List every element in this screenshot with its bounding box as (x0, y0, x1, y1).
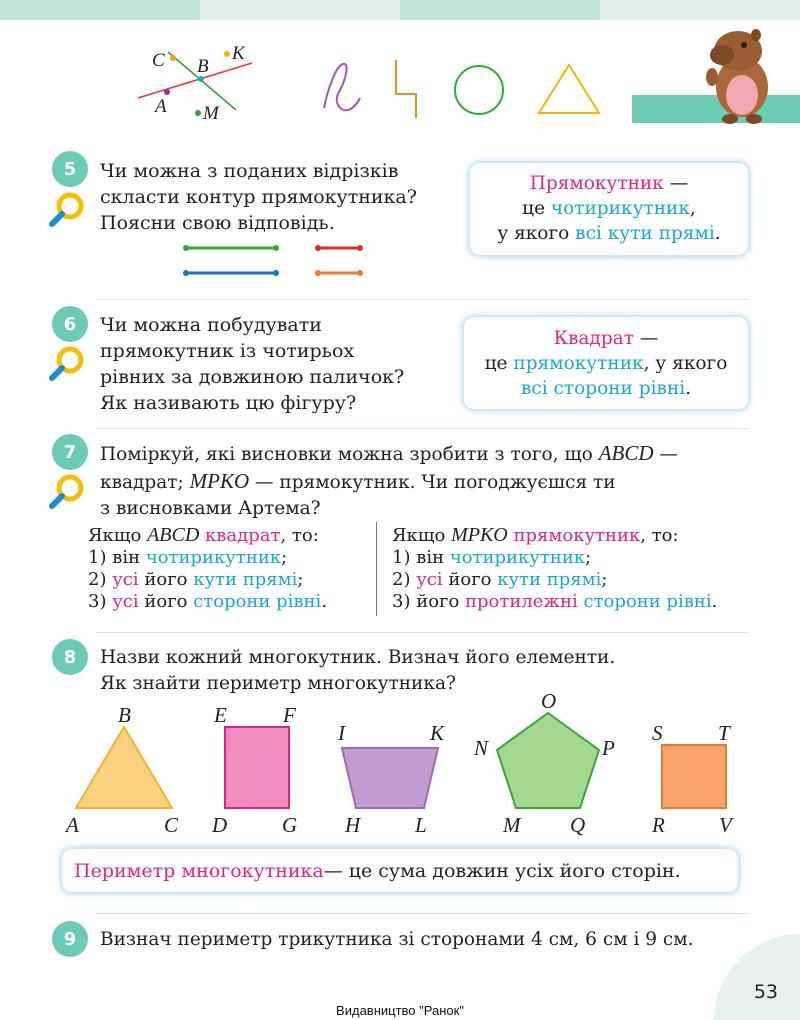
vertex-label: T (718, 721, 730, 745)
q7-left-column (88, 524, 327, 613)
perimeter-definition-text: — це сума довжин усіх його сторін. (323, 859, 681, 882)
col-cyan: чотирикутник (145, 547, 282, 568)
vertex-label: D (212, 813, 228, 837)
vertex-label: N (474, 736, 489, 760)
q6-line-4: Як називають цю фігуру? (100, 392, 357, 414)
def-highlight: прямокутник (513, 353, 644, 374)
vertex-label: M (503, 813, 521, 837)
perimeter-definition-box (62, 849, 738, 892)
q7-text: Поміркуй, які висновки можна зробити з того, що (100, 444, 599, 465)
rectangle-efgd (225, 727, 289, 808)
q7-text: з висновками Артема? (100, 498, 321, 519)
magnifier-icon (48, 344, 88, 384)
col-text: , то: (280, 525, 319, 546)
question-6-number: 6 (52, 306, 88, 342)
col-pink: квадрат (205, 525, 281, 546)
vertex-label: S (652, 721, 663, 745)
publisher-label: Видавництво "Ранок" (336, 1003, 464, 1018)
vertex-label: B (118, 703, 131, 727)
vertex-label: I (338, 721, 345, 745)
vertex-label: R (652, 813, 665, 837)
vertex-label: L (415, 813, 427, 837)
broken-line-shape (390, 58, 430, 120)
col-text: 2) (88, 569, 113, 590)
curve-shape (318, 58, 368, 118)
q6-line-3: рівних за довжиною паличок? (100, 366, 405, 388)
vertex-label: E (214, 703, 227, 727)
col-text: 1) він (88, 547, 146, 568)
section-divider (96, 913, 748, 914)
vertex-label: G (282, 813, 298, 837)
col-text: Якщо (392, 525, 452, 546)
point-label-k: K (232, 43, 245, 64)
col-text: ; (601, 569, 608, 590)
vertex-label: O (541, 689, 557, 713)
col-pink: протилежні (465, 591, 578, 612)
q5-segments (180, 238, 370, 284)
triangle-abc (76, 727, 172, 808)
col-text: його (138, 591, 194, 612)
q7-text: квадрат; (100, 472, 190, 493)
page-number: 53 (753, 981, 778, 1003)
q5-line-2: скласти контур прямокутника? (100, 186, 417, 208)
circle-shape (452, 63, 506, 117)
vertex-label: P (602, 736, 615, 760)
col-text: його (138, 569, 194, 590)
def-text: у якого (497, 223, 576, 244)
col-pink: усі (112, 591, 139, 612)
col-mpko: MPKO (451, 524, 508, 546)
vertex-label: F (283, 703, 296, 727)
col-text: 3) (88, 591, 113, 612)
question-5-text (100, 158, 417, 236)
vertex-label: Q (570, 813, 586, 837)
q7-text: — прямокутник. Чи погоджуєшся ти (249, 472, 616, 493)
def-term-rectangle: Прямокутник (529, 173, 664, 194)
column-separator (376, 522, 377, 616)
question-9-number: 9 (52, 921, 88, 957)
magnifier-icon (48, 472, 88, 512)
q5-line-3: Поясни свою відповідь. (100, 212, 335, 234)
col-text: 3) його (392, 591, 466, 612)
col-text: ; (297, 569, 304, 590)
q7-abcd: ABCD (598, 441, 654, 465)
capybara-mascot (700, 25, 782, 125)
col-text: . (711, 591, 718, 612)
question-6-text (100, 312, 404, 416)
col-text: 2) (392, 569, 417, 590)
top-color-bar (0, 0, 800, 20)
question-8-number: 8 (52, 639, 88, 675)
q6-line-2: прямокутник із чотирьох (100, 340, 355, 362)
col-cyan: кути прямі (193, 569, 298, 590)
def-text: , у якого (643, 353, 728, 374)
col-text: , то: (640, 525, 679, 546)
def-text: . (685, 378, 692, 399)
def-dash: — (663, 173, 689, 194)
vertex-label: K (430, 721, 445, 745)
square-definition-box (464, 317, 748, 409)
magnifier-icon (48, 190, 88, 230)
section-divider (96, 632, 748, 633)
col-pink: усі (112, 569, 139, 590)
col-cyan: чотирикутник (449, 547, 586, 568)
trapezoid-ikhl (342, 748, 438, 808)
col-pink: усі (416, 569, 443, 590)
col-text: Якщо (88, 525, 148, 546)
def-highlight: всі сторони рівні (520, 378, 686, 399)
col-text: ; (585, 547, 592, 568)
def-text: . (714, 223, 721, 244)
question-7-text (100, 440, 678, 522)
section-divider (96, 428, 748, 429)
col-cyan: сторони рівні (193, 591, 322, 612)
rectangle-definition-box (470, 163, 748, 255)
point-label-a: A (155, 96, 167, 117)
def-highlight: всі кути прямі (575, 223, 715, 244)
vertex-label: C (164, 813, 179, 837)
question-7-number: 7 (52, 434, 88, 470)
col-cyan: кути прямі (497, 569, 602, 590)
vertex-label: H (345, 813, 361, 837)
point-label-c: C (152, 50, 165, 71)
q5-line-1: Чи можна з поданих відрізків (100, 160, 399, 182)
square-strv (662, 745, 726, 808)
col-text: . (321, 591, 328, 612)
q7-mpko: MPKO (189, 469, 250, 493)
vertex-label: A (66, 813, 79, 837)
triangle-shape (536, 62, 602, 116)
def-text: це (484, 353, 514, 374)
col-text: його (442, 569, 498, 590)
q7-right-column (392, 524, 717, 613)
question-9-text: Визнач периметр трикутника зі сторонами 4 см, 6 см і 9 см. (100, 929, 694, 950)
def-text: це (522, 198, 551, 219)
def-term-square: Квадрат (553, 328, 634, 349)
q7-text: — (653, 444, 678, 465)
col-cyan: сторони рівні (583, 591, 712, 612)
question-5-number: 5 (52, 151, 88, 187)
def-dash: — (633, 328, 659, 349)
point-label-b: B (197, 56, 209, 77)
col-pink: прямокутник (513, 525, 641, 546)
lines-points-illustration (130, 40, 270, 125)
vertex-label: V (719, 813, 732, 837)
col-abcd: ABCD (147, 524, 200, 546)
q8-line-2: Як знайти периметр многокутника? (100, 673, 456, 694)
q8-line-1: Назви кожний многокутник. Визнач його елементи. (100, 647, 616, 668)
q6-line-1: Чи можна побудувати (100, 314, 322, 336)
perimeter-term: Периметр многокутника (74, 859, 324, 882)
point-label-m: M (203, 103, 219, 124)
def-highlight: чотирикутник (550, 198, 690, 219)
col-text: 1) він (392, 547, 450, 568)
def-text: , (689, 198, 696, 219)
section-divider (96, 299, 748, 300)
pentagon-onpqm (497, 713, 599, 808)
col-text: ; (281, 547, 288, 568)
